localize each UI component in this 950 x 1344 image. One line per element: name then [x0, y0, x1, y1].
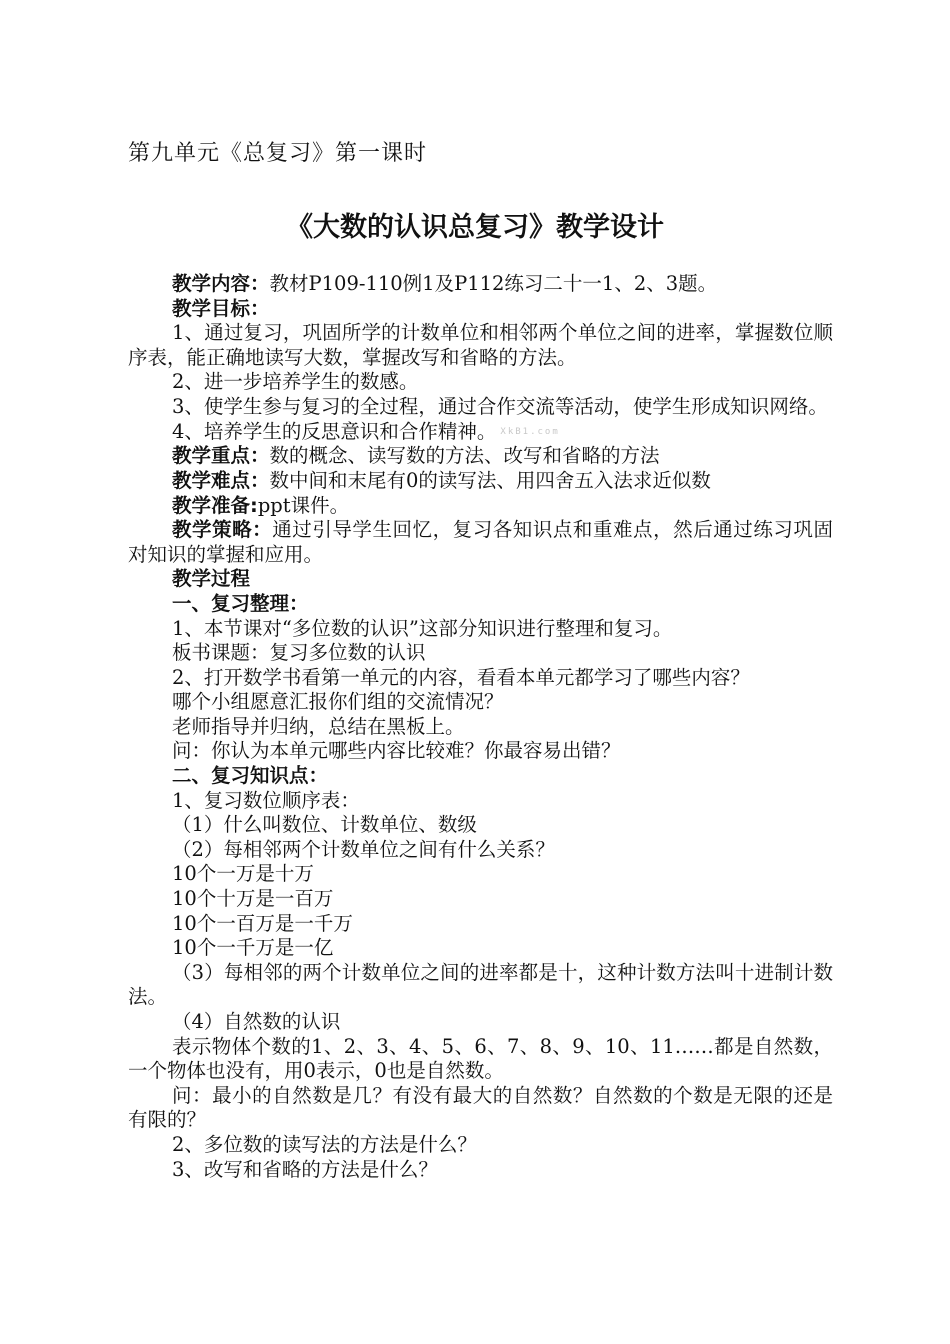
strategy-label: 教学策略： — [172, 518, 273, 542]
teaching-goals-label: 教学目标： — [172, 296, 270, 320]
section1-line: 老师指导并归纳，总结在黑板上。 — [172, 714, 465, 738]
unit-title: 第九单元《总复习》第一课时 — [128, 141, 428, 166]
watermark: XkB1.com — [500, 426, 560, 437]
difficulty — [128, 469, 833, 494]
process-label: 教学过程 — [172, 567, 251, 591]
section2-line: （4）自然数的认识 — [172, 1010, 341, 1034]
section2-line: 10个一千万是一亿 — [172, 936, 334, 960]
section2-para: （3）每相邻的两个计数单位之间的进率都是十，这种计数方法叫十进制计数法。 — [128, 960, 833, 1009]
document-body — [128, 272, 833, 1182]
goal-item: 4、培养学生的反思意识和合作精神。 — [172, 419, 497, 443]
section2-line: 10个十万是一百万 — [172, 887, 334, 911]
section1-line: 2、打开数学书看第一单元的内容，看看本单元都学习了哪些内容？ — [172, 665, 750, 689]
goal-item: 2、进一步培养学生的数感。 — [172, 370, 419, 394]
preparation-text: ppt课件。 — [257, 493, 350, 517]
main-title: 《大数的认识总复习》教学设计 — [286, 212, 664, 243]
section1-line: 板书课题：复习多位数的认识 — [172, 641, 426, 665]
teaching-content-label: 教学内容： — [172, 272, 270, 295]
key-point-text: 数的概念、读写数的方法、改写和省略的方法 — [269, 444, 660, 468]
key-point — [128, 444, 833, 469]
difficulty-label: 教学难点： — [172, 468, 270, 492]
difficulty-text: 数中间和末尾有0的读写法、用四舍五入法求近似数 — [269, 468, 711, 492]
section2-para: 问：最小的自然数是几？有没有最大的自然数？自然数的个数是无限的还是有限的？ — [128, 1083, 833, 1132]
preparation-label: 教学准备: — [172, 493, 258, 517]
section2-para: 表示物体个数的1、2、3、4、5、6、7、8、9、10、11……都是自然数，一个物体也没有，用0表示，0也是自然数。 — [128, 1034, 833, 1083]
section1-line: 哪个小组愿意汇报你们组的交流情况？ — [172, 690, 504, 714]
section1-heading: 一、复习整理： — [172, 591, 309, 615]
section2-line: （1）什么叫数位、计数单位、数级 — [172, 813, 477, 837]
goal-item: 3、使学生参与复习的全过程，通过合作交流等活动，使学生形成知识网络。 — [172, 394, 828, 418]
section1-line: 问：你认为本单元哪些内容比较难？你最容易出错？ — [172, 739, 621, 763]
section1-line: 1、本节课对“多位数的认识”这部分知识进行整理和复习。 — [172, 616, 673, 640]
section2-line: 1、复习数位顺序表： — [172, 788, 360, 812]
key-point-label: 教学重点： — [172, 444, 270, 468]
strategy — [128, 518, 833, 567]
teaching-content — [128, 272, 833, 297]
goal-item: 1、通过复习，巩固所学的计数单位和相邻两个单位之间的进率，掌握数位顺序表，能正确地读写大数，掌握改写和省略的方法。 — [128, 321, 833, 369]
preparation — [128, 494, 833, 519]
strategy-text: 通过引导学生回忆，复习各知识点和重难点，然后通过练习巩固对知识的掌握和应用。 — [128, 518, 833, 566]
section2-heading: 二、复习知识点： — [172, 764, 329, 788]
goal-item-4 — [128, 420, 833, 445]
section2-line: 10个一万是十万 — [172, 862, 314, 886]
section2-line: 10个一百万是一千万 — [172, 911, 353, 935]
section2-line: 3、改写和省略的方法是什么？ — [172, 1157, 438, 1181]
section2-line: 2、多位数的读写法的方法是什么？ — [172, 1132, 477, 1156]
teaching-content-text: 教材P109-110例1及P112练习二十一1、2、3题。 — [269, 272, 718, 295]
section2-line: （2）每相邻两个计数单位之间有什么关系？ — [172, 837, 555, 861]
